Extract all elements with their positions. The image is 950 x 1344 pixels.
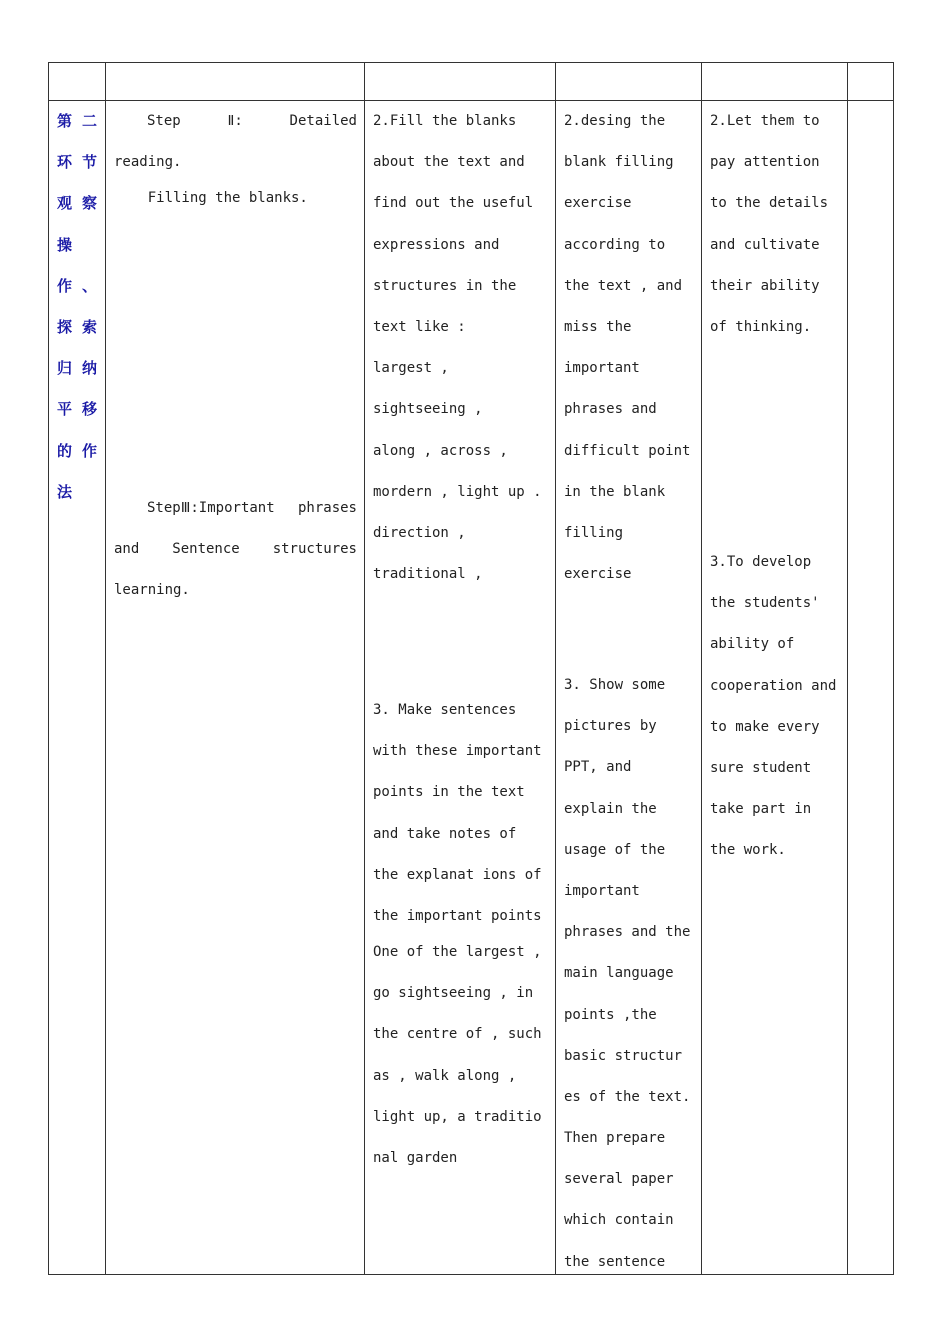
text-line: usage of the xyxy=(564,841,666,858)
teacher-design-exercise xyxy=(564,101,690,595)
section-label-char: 观 xyxy=(57,194,73,213)
header-cell xyxy=(556,63,702,101)
text-line: filling xyxy=(564,524,624,541)
step3-title-line2: and Sentence structures xyxy=(114,541,357,558)
section-label-line xyxy=(57,101,97,142)
text-line: text like : xyxy=(373,318,466,335)
section-label-char: 第 xyxy=(57,112,73,130)
section-label-char: 作 xyxy=(57,276,73,295)
text-line: ability of xyxy=(710,636,795,653)
activities-cell xyxy=(365,101,556,1275)
lesson-plan-table xyxy=(48,62,894,1275)
step2-sub-block xyxy=(114,178,357,219)
purpose-details xyxy=(710,101,828,348)
text-line: as , walk along , xyxy=(373,1067,517,1084)
text-line: to the details xyxy=(710,195,829,212)
text-line: the explanat ions of xyxy=(373,866,542,883)
step2-block xyxy=(114,101,357,183)
section-label-line xyxy=(57,183,97,224)
text-line: difficult point xyxy=(564,442,691,459)
text-line: main language xyxy=(564,965,674,982)
section-label-cell xyxy=(49,101,106,1275)
text-line: nal garden xyxy=(373,1149,458,1166)
text-line: pay attention xyxy=(710,154,820,171)
step3-title: StepⅢ:Important phrases xyxy=(147,500,357,516)
text-line: the text , and xyxy=(564,277,683,294)
section-label-line xyxy=(57,389,97,430)
section-label-char: 法 xyxy=(57,482,73,501)
section-label-line xyxy=(57,225,97,266)
step3-block xyxy=(114,488,357,612)
section-label-line xyxy=(57,431,97,472)
section-label-line xyxy=(57,142,97,183)
header-cell xyxy=(365,63,556,101)
section-label-char: 归 xyxy=(57,359,73,378)
section-label-char: 节 xyxy=(81,153,97,172)
text-line: the centre of , such xyxy=(373,1026,542,1043)
section-label-line xyxy=(57,348,97,389)
text-line: and take notes of xyxy=(373,825,517,842)
text-line: 3.To develop xyxy=(710,554,812,570)
text-line: the work. xyxy=(710,842,786,859)
section-label-line xyxy=(57,307,97,348)
section-label-char: 探 xyxy=(57,317,73,336)
text-line: direction , xyxy=(373,524,466,541)
section-label-char: 的 xyxy=(57,441,73,460)
text-line: basic structur xyxy=(564,1047,683,1064)
activity-key-phrases xyxy=(373,932,542,1179)
section-label xyxy=(57,101,99,513)
text-line: go sightseeing , in xyxy=(373,985,534,1002)
text-line: mordern , light up . xyxy=(373,483,542,500)
text-line: their ability xyxy=(710,277,820,294)
text-line: cooperation and xyxy=(710,677,837,694)
text-line: the students' xyxy=(710,595,820,612)
text-line: important xyxy=(564,360,640,377)
section-label-line xyxy=(57,472,97,513)
section-label-char: 察 xyxy=(81,194,97,213)
text-line: sure student xyxy=(710,759,812,776)
text-line: es of the text. xyxy=(564,1088,691,1105)
header-cell xyxy=(702,63,848,101)
text-line: important xyxy=(564,882,640,899)
text-line: in the blank xyxy=(564,483,666,500)
notes-cell xyxy=(848,101,894,1275)
text-line: points ,the xyxy=(564,1006,657,1023)
text-line: 3. Show some xyxy=(564,677,666,693)
text-line: about the text and xyxy=(373,154,525,171)
text-line: pictures by xyxy=(564,718,657,735)
teacher-cell xyxy=(556,101,702,1275)
section-label-char: 环 xyxy=(57,153,73,172)
teacher-show-pictures xyxy=(564,665,690,1283)
section-label-char: 二 xyxy=(81,112,97,130)
text-line: the sentence xyxy=(564,1253,666,1270)
header-cell xyxy=(49,63,106,101)
purpose-cell xyxy=(702,101,848,1275)
text-line: sightseeing , xyxy=(373,401,483,418)
text-line: 2.Let them to xyxy=(710,113,820,129)
section-label-line xyxy=(57,266,97,307)
section-label-char: 纳 xyxy=(81,359,97,378)
text-line: along , across , xyxy=(373,442,508,459)
step2-subtitle: Filling the blanks. xyxy=(114,190,308,206)
text-line: structures in the xyxy=(373,277,517,294)
text-line: largest , xyxy=(373,360,449,377)
text-line: explain the xyxy=(564,800,657,817)
text-line: miss the xyxy=(564,318,632,335)
step3-title-line3: learning. xyxy=(114,582,190,599)
text-line: blank filling xyxy=(564,154,674,171)
text-line: several paper xyxy=(564,1171,674,1188)
steps-cell xyxy=(106,101,365,1275)
text-line: 2.desing the xyxy=(564,113,666,129)
text-line: find out the useful xyxy=(373,195,534,212)
text-line: PPT, and xyxy=(564,759,632,776)
text-line: phrases and the xyxy=(564,924,691,941)
text-line: according to xyxy=(564,236,666,253)
text-line: phrases and xyxy=(564,401,657,418)
text-line: and cultivate xyxy=(710,236,820,253)
section-label-char: 、 xyxy=(81,276,97,295)
text-line: light up, a traditio xyxy=(373,1108,542,1125)
text-line: take part in xyxy=(710,801,812,818)
text-line: One of the largest , xyxy=(373,944,542,960)
section-label-char: 平 xyxy=(57,400,73,419)
text-line: of thinking. xyxy=(710,318,812,335)
text-line: exercise xyxy=(564,195,632,212)
text-line: to make every xyxy=(710,718,820,735)
text-line: traditional , xyxy=(373,566,483,583)
section-label-char: 索 xyxy=(81,317,97,336)
content-row xyxy=(49,101,894,1275)
text-line: with these important xyxy=(373,743,542,760)
text-line: 3. Make sentences xyxy=(373,702,517,718)
header-cell xyxy=(106,63,365,101)
text-line: 2.Fill the blanks xyxy=(373,113,517,129)
text-line: which contain xyxy=(564,1212,674,1229)
text-line: the important points xyxy=(373,907,542,924)
step2-title: Step Ⅱ: Detailed xyxy=(147,113,357,129)
header-row xyxy=(49,63,894,101)
section-label-char: 操 xyxy=(57,235,73,254)
step2-title-line2: reading. xyxy=(114,154,182,171)
header-cell xyxy=(848,63,894,101)
text-line: expressions and xyxy=(373,236,500,253)
text-line: points in the text xyxy=(373,784,525,801)
text-line: Then prepare xyxy=(564,1130,666,1147)
activity-fill-blanks xyxy=(373,101,542,595)
section-label-char: 移 xyxy=(81,400,97,419)
text-line: exercise xyxy=(564,566,632,583)
activity-make-sentences xyxy=(373,690,542,937)
section-label-char: 作 xyxy=(81,441,97,460)
purpose-cooperation xyxy=(710,542,836,872)
